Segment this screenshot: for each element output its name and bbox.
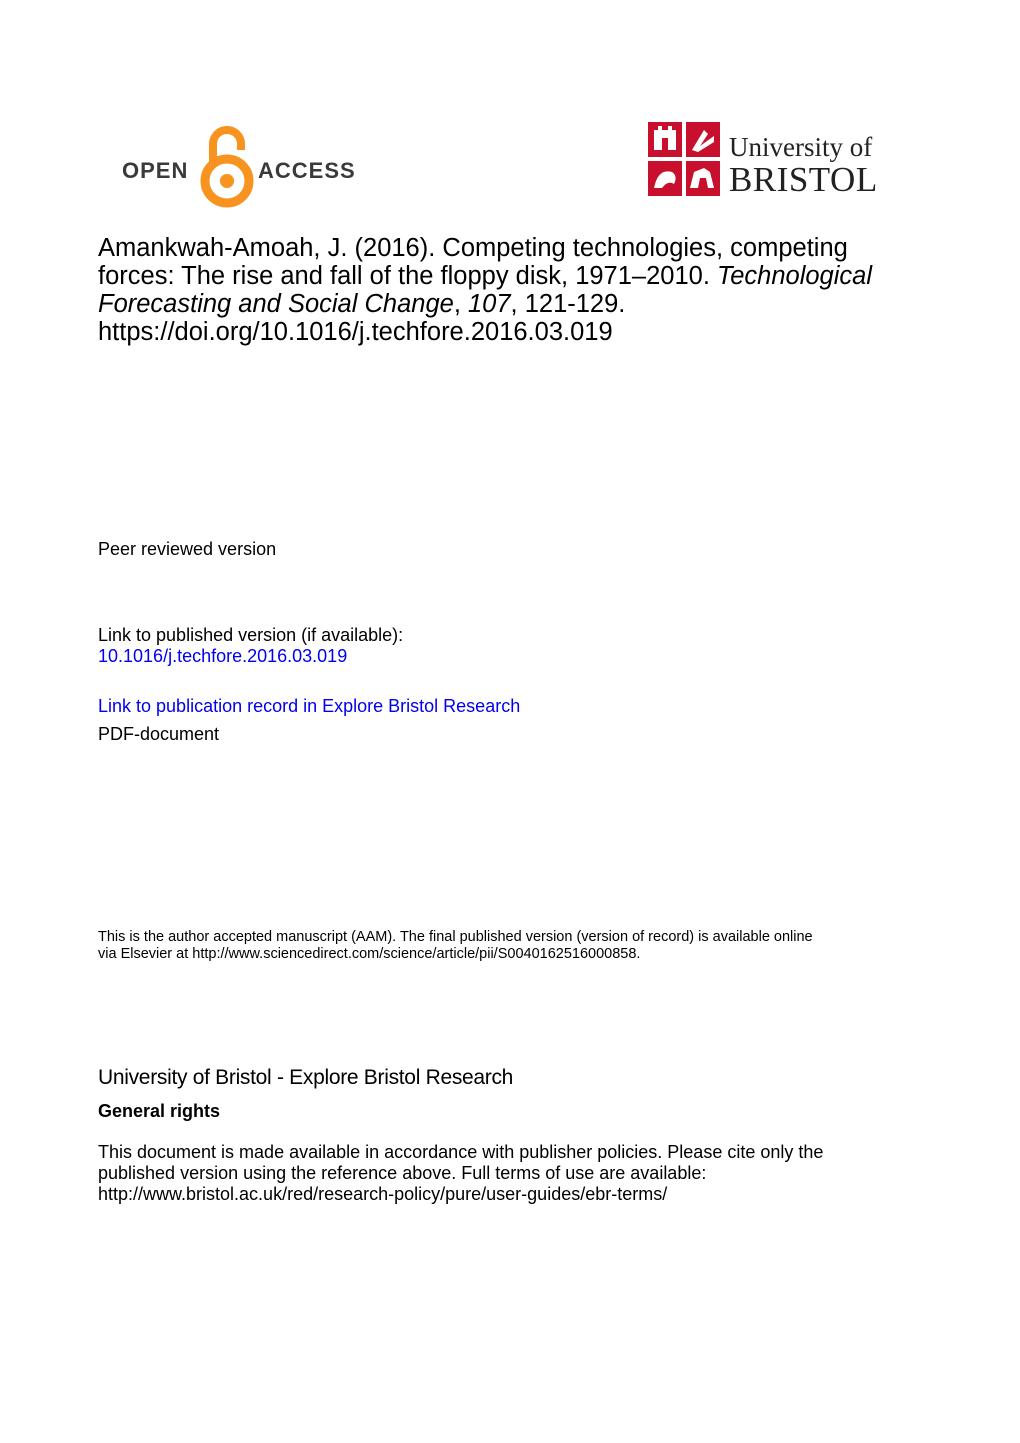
aam-note <box>98 929 968 963</box>
citation-line-3 <box>98 290 958 318</box>
published-version-label: Link to published version (if available): <box>98 625 404 645</box>
journal-name-part2: Forecasting and Social Change <box>98 290 454 318</box>
journal-volume: 107 <box>467 290 511 318</box>
citation-separator: , <box>453 290 468 318</box>
publication-record-link[interactable]: Link to publication record in Explore Bristol Research <box>98 696 521 716</box>
journal-name-part1: Technological <box>717 262 873 290</box>
aam-note-line-1: This is the author accepted manuscript (AAM). The final published version (version of record) is available online <box>98 929 813 945</box>
university-name-line1: University of <box>729 132 873 162</box>
open-access-word-access: ACCESS <box>258 158 356 183</box>
document-type: PDF-document <box>98 724 220 744</box>
citation-line-1: Amankwah-Amoah, J. (2016). Competing technologies, competing <box>98 234 848 262</box>
citation-line-2 <box>98 262 958 290</box>
aam-note-line-2: via Elsevier at http://www.sciencedirect.com/science/article/pii/S0040162516000858. <box>98 946 641 962</box>
university-logo <box>648 122 903 198</box>
doi-link[interactable]: 10.1016/j.techfore.2016.03.019 <box>98 646 348 666</box>
rights-text-line-2: published version using the reference above. Full terms of use are available: <box>98 1163 707 1183</box>
open-lock-icon <box>200 120 254 210</box>
citation-pages: , 121-129. <box>510 290 626 318</box>
open-access-logo <box>122 120 362 212</box>
citation-doi-url: https://doi.org/10.1016/j.techfore.2016.03.019 <box>98 318 613 346</box>
general-rights-heading: General rights <box>98 1101 221 1121</box>
citation-title-end: forces: The rise and fall of the floppy disk, 1971–2010. <box>98 262 717 290</box>
rights-text <box>98 1142 968 1205</box>
version-label: Peer reviewed version <box>98 539 277 559</box>
university-name-line2: BRISTOL <box>729 160 878 199</box>
footer-heading: University of Bristol - Explore Bristol Research <box>98 1066 514 1089</box>
citation <box>98 234 958 346</box>
open-access-word-open: OPEN <box>122 158 189 183</box>
terms-url: http://www.bristol.ac.uk/red/research-policy/pure/user-guides/ebr-terms/ <box>98 1184 668 1204</box>
bristol-crest-icon <box>648 122 720 196</box>
rights-text-line-1: This document is made available in accordance with publisher policies. Please cite only the <box>98 1142 824 1162</box>
